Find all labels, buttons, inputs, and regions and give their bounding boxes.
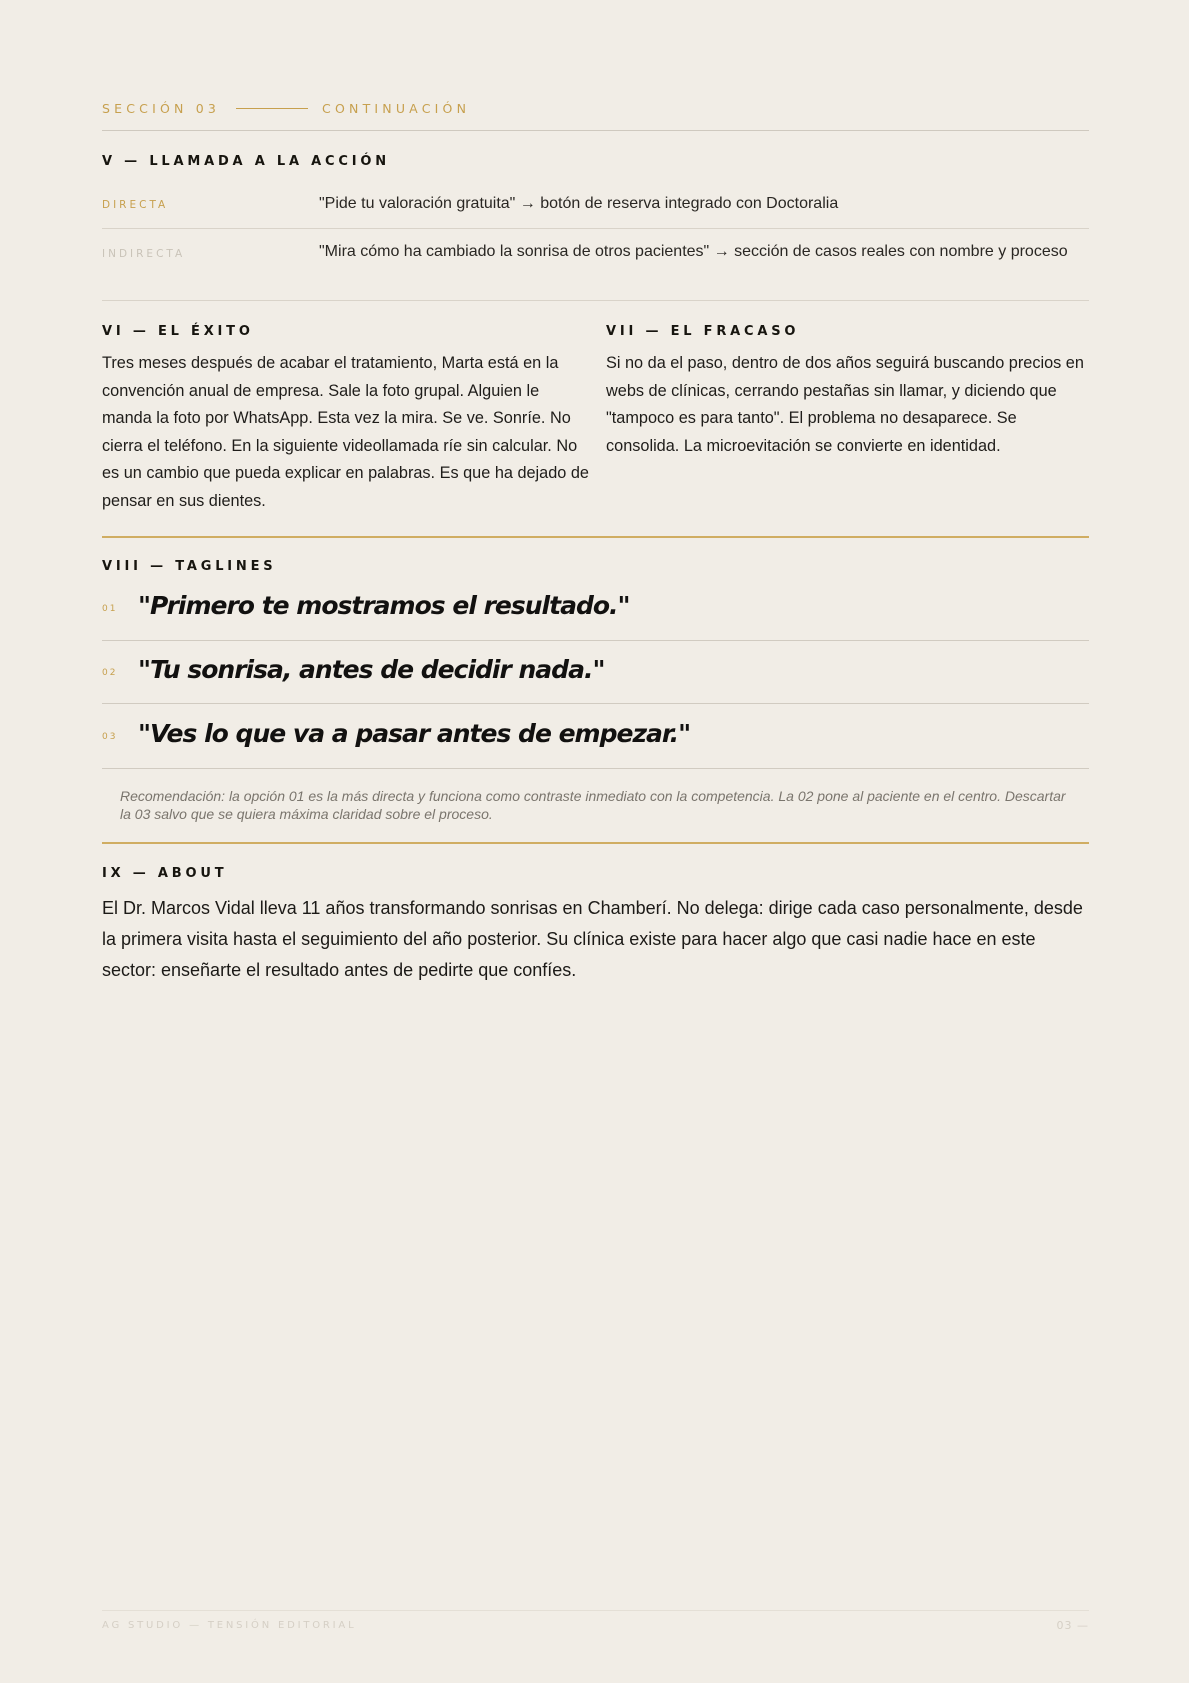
cta-text-indirecta: "Mira cómo ha cambiado la sonrisa de otros pacientes" → sección de casos reales con nombre y proceso — [319, 243, 1068, 260]
tagline-text: "Tu sonrisa, antes de decidir nada." — [138, 655, 605, 684]
cta-label-directa: DIRECTA — [102, 199, 169, 211]
page-number: 03 — — [1056, 1619, 1089, 1632]
exito-text: Tres meses después de acabar el tratamiento, Marta está en la convención anual de empresa. Sale la foto grupal. Alguien le manda la foto por WhatsApp. Esta vez la mira. Se ve. Sonríe. No cierra el teléfono. En la siguiente videollamada ríe sin calcular. No es un cambio que pueda explicar en palabras. Es que ha dejado de pensar en sus dientes. — [102, 354, 589, 510]
tagline-divider — [102, 768, 1089, 769]
tagline-divider — [102, 640, 1089, 641]
fracaso-text: Si no da el paso, dentro de dos años seguirá buscando precios en webs de clínicas, cerrando pestañas sin llamar, y diciendo que "tampoco es para tanto". El problema no desaparece. Se consolida. La microevitación se convierte en identidad. — [606, 354, 1084, 455]
tagline-number: 02 — [102, 668, 118, 678]
about-heading: IX — ABOUT — [102, 866, 228, 881]
tagline-number: 01 — [102, 604, 118, 614]
continuation-label: CONTINUACIÓN — [322, 101, 471, 116]
tagline-divider — [102, 703, 1089, 704]
tagline-text: "Primero te mostramos el resultado." — [138, 591, 630, 620]
footer-studio: AG STUDIO — TENSIÓN EDITORIAL — [102, 1620, 357, 1631]
tagline-number: 03 — [102, 732, 118, 742]
recommendation-note: Recomendación: la opción 01 es la más directa y funciona como contraste inmediato con la competencia. La 02 pone al paciente en el centro. Descartar la 03 salvo que se quiera máxima claridad sobre el proceso. — [120, 788, 1066, 822]
header-rule — [102, 130, 1089, 131]
fracaso-heading: VII — EL FRACASO — [606, 324, 800, 339]
cta-heading: V — LLAMADA A LA ACCIÓN — [102, 154, 390, 169]
cta-row-directa — [102, 180, 1089, 229]
gold-divider — [102, 536, 1089, 538]
section-label: SECCIÓN 03 — [102, 101, 221, 116]
gold-divider — [102, 842, 1089, 844]
tagline-text: "Ves lo que va a pasar antes de empezar." — [138, 719, 691, 748]
taglines-heading: VIII — TAGLINES — [102, 559, 277, 574]
about-text: El Dr. Marcos Vidal lleva 11 años transformando sonrisas en Chamberí. No delega: dirige cada caso personalmente, desde la primera visita hasta el seguimiento del año posterior. Su clínica existe para hacer algo que casi nadie hace en este sector: enseñarte el resultado antes de pedirte que confíes. — [102, 898, 1083, 980]
cta-row-indirecta — [102, 229, 1089, 301]
cta-label-indirecta: INDIRECTA — [102, 248, 186, 260]
cta-text-directa: "Pide tu valoración gratuita" → botón de reserva integrado con Doctoralia — [319, 195, 839, 212]
footer-rule — [102, 1610, 1089, 1611]
section-divider — [236, 108, 308, 109]
exito-heading: VI — EL ÉXITO — [102, 324, 254, 339]
section-header — [102, 101, 470, 116]
